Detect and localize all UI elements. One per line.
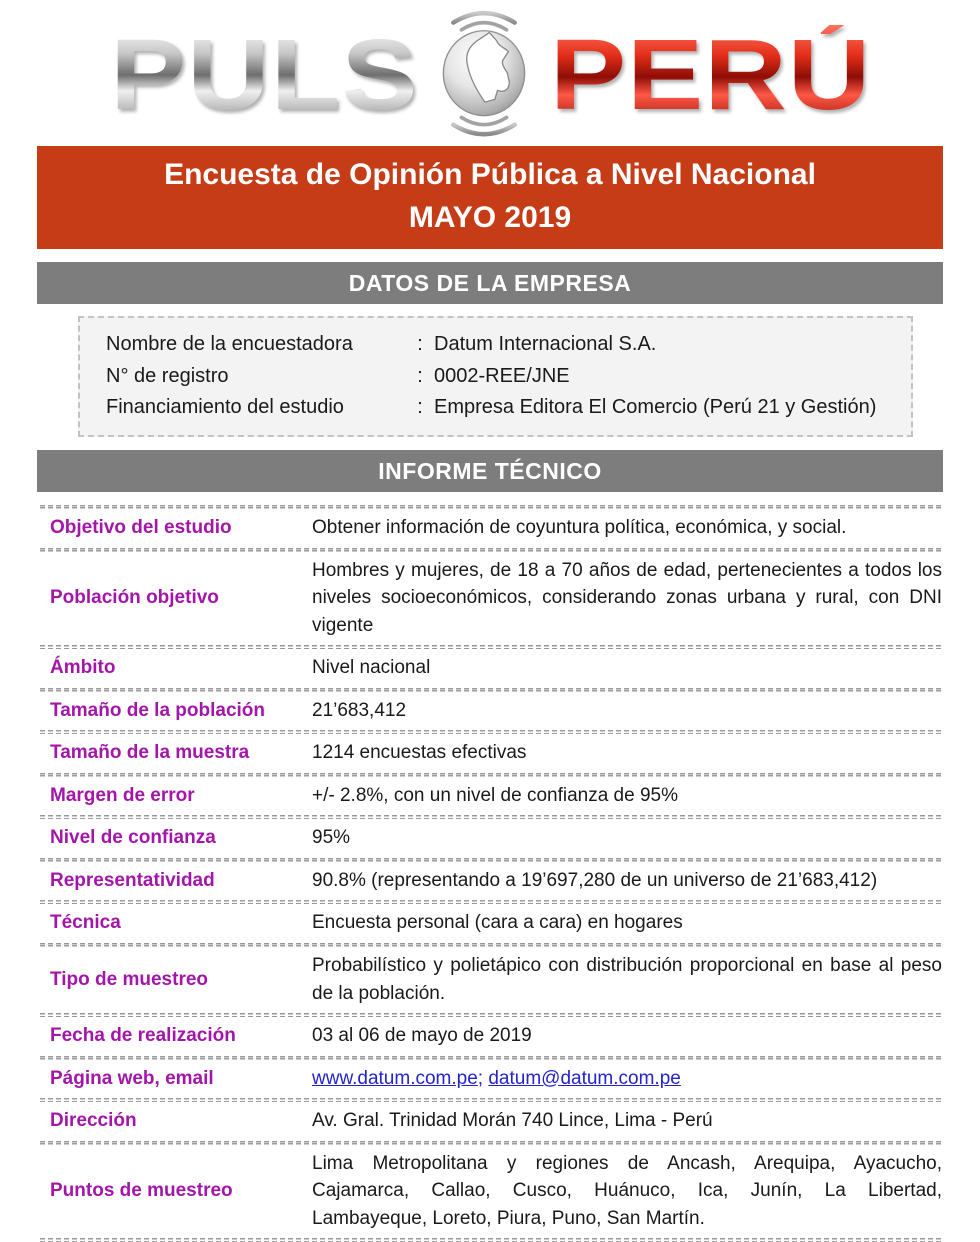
informe-row-value: 21’683,412: [312, 699, 407, 721]
empresa-row-label: Financiamiento del estudio: [106, 396, 344, 419]
empresa-row: [106, 361, 885, 393]
informe-row-label: Fecha de realización: [50, 1025, 236, 1047]
informe-row: [40, 904, 942, 943]
informe-row-value: Encuesta personal (cara a cara) en hogares: [312, 912, 683, 934]
empresa-row-label: N° de registro: [106, 364, 229, 387]
informe-row-label: Población objetivo: [50, 587, 219, 609]
informe-row-label: Dirección: [50, 1110, 137, 1132]
informe-row-label: Representatividad: [50, 869, 215, 891]
empresa-row: [106, 329, 885, 361]
informe-row-value: Lima Metropolitana y regiones de Ancash, Arequipa, Ayacucho, Cajamarca, Callao, Cusco, Huánuco, Ica, Junín, La Libertad, Lambayeque, Loreto, Piura, Puno, San Martín.: [312, 1152, 942, 1229]
empresa-row-value: Empresa Editora El Comercio (Perú 21 y Gestión): [434, 396, 877, 419]
informe-row: [40, 734, 942, 773]
website-link[interactable]: www.datum.com.pe: [312, 1067, 478, 1089]
informe-row: [40, 1060, 942, 1099]
informe-row-value: Probabilístico y polietápico con distribución proporcional en base al peso de la población.: [312, 954, 942, 1004]
title-line-2: MAYO 2019: [408, 200, 572, 234]
informe-row-value: +/- 2.8%, con un nivel de confianza de 95%: [312, 784, 678, 806]
empresa-row-value: 0002-REE/JNE: [434, 364, 570, 387]
title-banner: [37, 146, 943, 249]
link-separator: ;: [477, 1067, 489, 1089]
informe-row-label: Objetivo del estudio: [50, 516, 232, 538]
empresa-row-label: Nombre de la encuestadora: [106, 333, 353, 356]
email-link[interactable]: datum@datum.com.pe: [488, 1067, 681, 1089]
informe-row: [40, 1102, 942, 1141]
empresa-row-colon: :: [417, 364, 423, 387]
informe-row-label: Técnica: [50, 912, 121, 934]
empresa-row-colon: :: [417, 333, 423, 356]
informe-row: [40, 947, 942, 1013]
informe-row-label: Ámbito: [50, 657, 116, 679]
informe-row-label: Página web, email: [50, 1067, 214, 1089]
informe-row-label: Nivel de confianza: [50, 827, 216, 849]
pulse-arc-top-inner: [462, 23, 507, 30]
informe-row-value: Nivel nacional: [312, 657, 431, 679]
informe-row-label: Margen de error: [50, 784, 195, 806]
informe-row-value: 90.8% (representando a 19’697,280 de un universo de 21’683,412): [312, 869, 878, 891]
informe-row-value: 03 al 06 de mayo de 2019: [312, 1025, 532, 1047]
dashed-separator: [40, 1238, 942, 1242]
informe-row: [40, 649, 942, 688]
page: [0, 8, 980, 1229]
informe-row-value: [312, 1065, 942, 1093]
informe-row-value: Hombres y mujeres, de 18 a 70 años de edad, pertenecientes a todos los niveles socioeconómicos, considerando zonas urbana y rural, con DNI vigente: [312, 559, 942, 636]
informe-tecnico-table: [40, 505, 942, 1242]
empresa-data-box: [78, 316, 913, 437]
section-header-informe-tecnico: INFORME TÉCNICO: [37, 450, 943, 492]
informe-row-label: Tamaño de la muestra: [50, 742, 250, 764]
empresa-row: [106, 392, 885, 424]
informe-row-label: Puntos de muestreo: [50, 1180, 233, 1202]
informe-row: [40, 1017, 942, 1056]
informe-row: [40, 692, 942, 731]
logo-text-puls: PULS: [109, 19, 419, 131]
section-header-datos-empresa: DATOS DE LA EMPRESA: [37, 262, 943, 304]
informe-row-value: Obtener información de coyuntura política, económica, y social.: [312, 516, 847, 538]
informe-row: [40, 819, 942, 858]
peru-globe-icon: [428, 7, 540, 143]
informe-row: [40, 862, 942, 901]
informe-row-value: 1214 encuestas efectivas: [312, 742, 527, 764]
empresa-row-value: Datum Internacional S.A.: [434, 333, 657, 356]
informe-row-label: Tamaño de la población: [50, 699, 266, 721]
title-line-1: Encuesta de Opinión Pública a Nivel Nacional: [164, 158, 816, 191]
informe-row: [40, 777, 942, 816]
pulse-arc-bottom-inner: [462, 117, 507, 124]
informe-row-label: Tipo de muestreo: [50, 968, 209, 990]
informe-row-value: 95%: [312, 827, 351, 849]
informe-row-value: Av. Gral. Trinidad Morán 740 Lince, Lima - Perú: [312, 1110, 713, 1132]
pulso-peru-logo: [0, 8, 980, 142]
logo-text-peru: PERÚ: [550, 19, 872, 131]
informe-row: [40, 552, 942, 646]
informe-row: [40, 509, 942, 548]
informe-row: [40, 1145, 942, 1239]
empresa-row-colon: :: [417, 396, 423, 419]
